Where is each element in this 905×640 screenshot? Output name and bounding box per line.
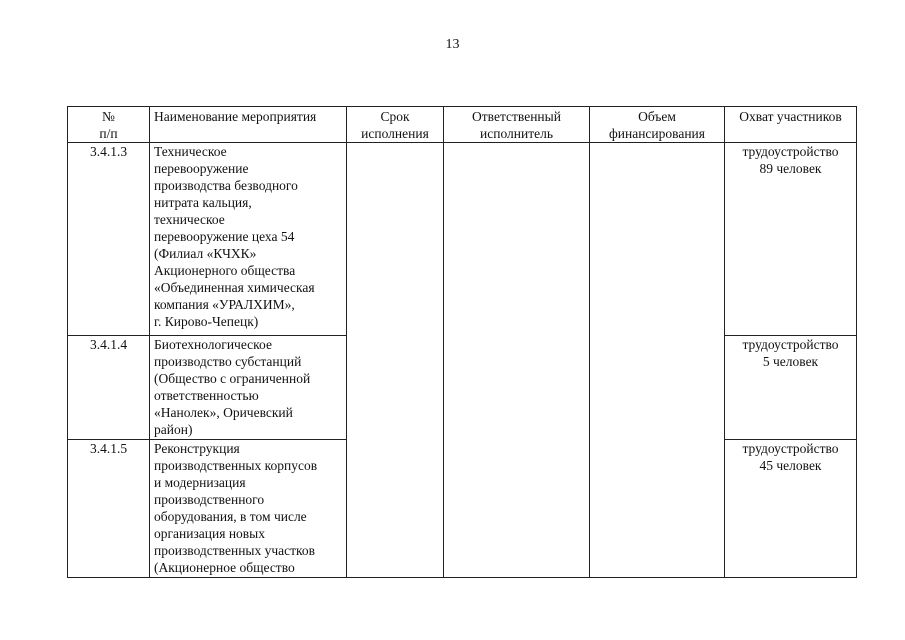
header-num: № п/п: [68, 107, 150, 143]
header-term: Срок исполнения: [347, 107, 444, 143]
table-row: [68, 143, 857, 336]
header-name: Наименование мероприятия: [150, 107, 347, 143]
row-num: 3.4.1.4: [68, 336, 150, 440]
table-header-row: [68, 107, 857, 143]
row-coverage: трудоустройство 89 человек: [725, 143, 857, 336]
row-name: Техническое перевооружение производства безводного нитрата кальция, техническое перевооружение цеха 54 (Филиал «КЧХК» Акционерного общества «Объединенная химическая компания «УРАЛХИМ», г. Кирово-Чепецк): [150, 143, 347, 336]
header-financing: Объем финансирования: [590, 107, 725, 143]
page-number: 13: [445, 37, 460, 52]
header-responsible: Ответственный исполнитель: [444, 107, 590, 143]
header-coverage: Охват участников: [725, 107, 857, 143]
row-num: 3.4.1.3: [68, 143, 150, 336]
events-table: [67, 106, 857, 578]
financing-cell: [590, 143, 725, 578]
row-num: 3.4.1.5: [68, 440, 150, 578]
row-coverage: трудоустройство 45 человек: [725, 440, 857, 578]
responsible-cell: [444, 143, 590, 578]
row-coverage: трудоустройство 5 человек: [725, 336, 857, 440]
term-cell: [347, 143, 444, 578]
row-name: Реконструкция производственных корпусов и модернизация производственного оборудования, в том числе организация новых производственных участков (Акционерное общество: [150, 440, 347, 578]
row-name: Биотехнологическое производство субстанций (Общество с ограниченной ответственностью «Нанолек», Оричевский район): [150, 336, 347, 440]
